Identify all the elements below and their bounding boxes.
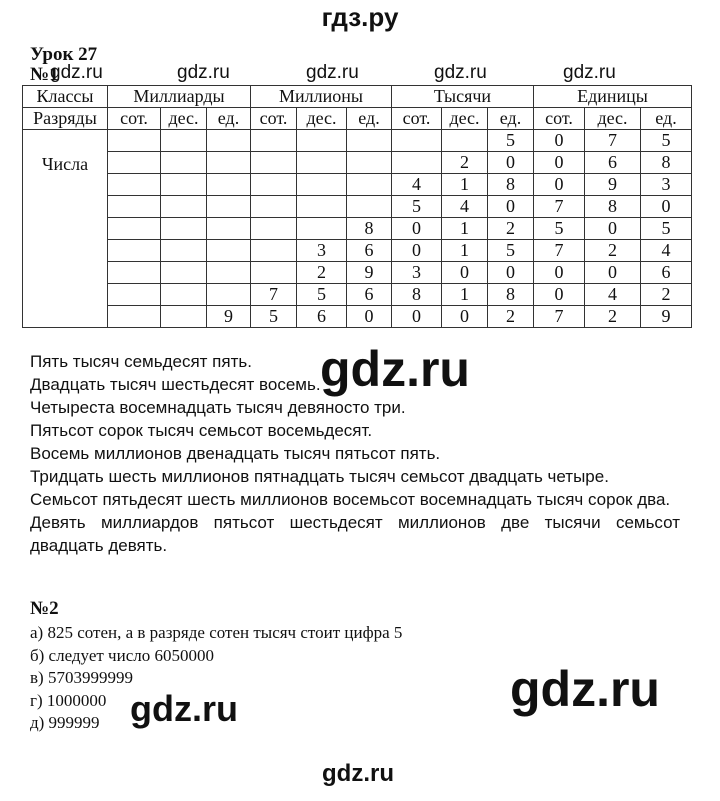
- digit-cell: [108, 174, 161, 196]
- rank-header: сот.: [534, 108, 585, 130]
- digit-cell: [207, 284, 251, 306]
- digit-cell: [207, 262, 251, 284]
- digit-cell: 0: [488, 152, 534, 174]
- digit-cell: 4: [585, 284, 641, 306]
- answer: г) 1000000: [30, 690, 107, 710]
- digit-cell: 7: [251, 284, 297, 306]
- digit-cell: 2: [585, 240, 641, 262]
- digit-cell: 2: [641, 284, 692, 306]
- digit-cell: 0: [585, 262, 641, 284]
- digit-cell: [442, 130, 488, 152]
- digit-cell: 5: [488, 240, 534, 262]
- digit-cell: [161, 196, 207, 218]
- line: Пять тысяч семьдесят пять.: [30, 352, 252, 371]
- digit-cell: 5: [641, 130, 692, 152]
- digit-cell: 5: [641, 218, 692, 240]
- answer: д) 999999: [30, 713, 100, 732]
- rank-header: дес.: [161, 108, 207, 130]
- watermark: gdz.ru: [563, 62, 616, 83]
- digit-cell: 6: [347, 284, 392, 306]
- digit-cell: [108, 284, 161, 306]
- digit-cell: [297, 218, 347, 240]
- watermark: gdz.ru: [434, 62, 487, 83]
- digit-cell: [392, 130, 442, 152]
- answer: а) 825 сотен, а в разряде сотен тысяч стоит цифра 5: [30, 623, 403, 642]
- digit-cell: 0: [442, 306, 488, 328]
- rank-header: ед.: [488, 108, 534, 130]
- line: Тридцать шесть миллионов пятнадцать тысяч семьсот двадцать четыре.: [30, 467, 609, 486]
- digit-cell: [347, 152, 392, 174]
- ranks-label: Разряды: [23, 108, 108, 130]
- digit-cell: 0: [534, 284, 585, 306]
- digit-cell: [108, 196, 161, 218]
- digit-cell: 8: [585, 196, 641, 218]
- digit-cell: [347, 196, 392, 218]
- digit-cell: [297, 152, 347, 174]
- digit-cell: [251, 196, 297, 218]
- table-row: [23, 284, 692, 306]
- rank-header: дес.: [442, 108, 488, 130]
- watermark: gdz.ru: [50, 62, 103, 83]
- digit-cell: [207, 218, 251, 240]
- digit-cell: [207, 196, 251, 218]
- digit-cell: [251, 174, 297, 196]
- watermark: gdz.ru: [510, 661, 660, 717]
- rank-header: дес.: [297, 108, 347, 130]
- watermark: gdz.ru: [322, 760, 394, 787]
- digit-cell: 4: [392, 174, 442, 196]
- digit-cell: 0: [534, 152, 585, 174]
- classes-label: Классы: [23, 86, 108, 108]
- digit-cell: 5: [488, 130, 534, 152]
- table-row: [23, 306, 692, 328]
- line: Семьсот пятьдесят шесть миллионов восемьсот восемнадцать тысяч сорок два.: [30, 490, 671, 509]
- digit-cell: [108, 306, 161, 328]
- digit-cell: [161, 284, 207, 306]
- line: Восемь миллионов двенадцать тысяч пятьсот пять.: [30, 444, 441, 463]
- table-row: [23, 174, 692, 196]
- digit-cell: 9: [641, 306, 692, 328]
- digit-cell: 7: [534, 240, 585, 262]
- digit-cell: 0: [442, 262, 488, 284]
- digit-cell: [297, 174, 347, 196]
- digit-cell: 6: [297, 306, 347, 328]
- digit-cell: [207, 174, 251, 196]
- digit-cell: [108, 218, 161, 240]
- digit-cell: 7: [534, 306, 585, 328]
- task-1-label: №1: [30, 64, 59, 85]
- digit-cell: 8: [347, 218, 392, 240]
- digit-cell: 0: [488, 262, 534, 284]
- table-row: [23, 130, 692, 152]
- digit-cell: 0: [534, 130, 585, 152]
- rank-header: ед.: [641, 108, 692, 130]
- digit-cell: 9: [347, 262, 392, 284]
- digit-cell: 0: [534, 174, 585, 196]
- digit-cell: [161, 262, 207, 284]
- digit-cell: 2: [488, 306, 534, 328]
- digit-cell: 8: [641, 152, 692, 174]
- digit-cell: [207, 130, 251, 152]
- digit-cell: [108, 262, 161, 284]
- digit-cell: [161, 306, 207, 328]
- digit-cell: [108, 130, 161, 152]
- lesson-title: Урок 27: [30, 44, 98, 65]
- digit-cell: 3: [392, 262, 442, 284]
- digit-cell: [207, 152, 251, 174]
- rank-header: сот.: [251, 108, 297, 130]
- digit-cell: 0: [641, 196, 692, 218]
- watermark: gdz.ru: [306, 62, 359, 83]
- digit-cell: [161, 152, 207, 174]
- watermark: gdz.ru: [320, 341, 470, 397]
- digit-cell: 2: [488, 218, 534, 240]
- place-value-table: [22, 85, 692, 328]
- digit-cell: 6: [347, 240, 392, 262]
- answer: б) следует число 6050000: [30, 645, 214, 665]
- line: Четыреста восемнадцать тысяч девяносто три.: [30, 398, 406, 417]
- table-row: [23, 196, 692, 218]
- digit-cell: [251, 152, 297, 174]
- class-header: Тысячи: [392, 86, 534, 108]
- table-row: [23, 218, 692, 240]
- digit-cell: 2: [297, 262, 347, 284]
- digit-cell: [108, 152, 161, 174]
- digit-cell: 8: [488, 284, 534, 306]
- digit-cell: 3: [297, 240, 347, 262]
- digit-cell: 9: [585, 174, 641, 196]
- rank-header: дес.: [585, 108, 641, 130]
- digit-cell: 0: [392, 240, 442, 262]
- digit-cell: [347, 174, 392, 196]
- digit-cell: [251, 240, 297, 262]
- digit-cell: [251, 130, 297, 152]
- rank-header: ед.: [347, 108, 392, 130]
- digit-cell: 0: [488, 196, 534, 218]
- digit-cell: 7: [585, 130, 641, 152]
- digit-cell: [392, 152, 442, 174]
- digit-cell: [297, 130, 347, 152]
- class-header: Миллионы: [251, 86, 392, 108]
- digit-cell: [207, 240, 251, 262]
- digit-cell: 0: [392, 306, 442, 328]
- digit-cell: 1: [442, 240, 488, 262]
- digit-cell: [297, 196, 347, 218]
- class-header: Миллиарды: [108, 86, 251, 108]
- digit-cell: 0: [534, 262, 585, 284]
- table-row: [23, 262, 692, 284]
- rank-header: ед.: [207, 108, 251, 130]
- digit-cell: 8: [392, 284, 442, 306]
- digit-cell: 1: [442, 284, 488, 306]
- task-2-label: №2: [30, 598, 59, 619]
- digit-cell: 5: [297, 284, 347, 306]
- site-title[interactable]: гдз.ру: [321, 2, 399, 32]
- digit-cell: 0: [347, 306, 392, 328]
- digit-cell: 1: [442, 218, 488, 240]
- digit-cell: [108, 240, 161, 262]
- numbers-label: Числа: [23, 130, 108, 328]
- digit-cell: 2: [442, 152, 488, 174]
- digit-cell: 0: [585, 218, 641, 240]
- digit-cell: [347, 130, 392, 152]
- digit-cell: [251, 262, 297, 284]
- digit-cell: 4: [641, 240, 692, 262]
- digit-cell: 3: [641, 174, 692, 196]
- table-row: [23, 152, 692, 174]
- digit-cell: [161, 174, 207, 196]
- digit-cell: 5: [392, 196, 442, 218]
- digit-cell: [251, 218, 297, 240]
- digit-cell: 9: [207, 306, 251, 328]
- digit-cell: 5: [251, 306, 297, 328]
- rank-header: сот.: [392, 108, 442, 130]
- digit-cell: 6: [641, 262, 692, 284]
- digit-cell: 0: [392, 218, 442, 240]
- line: Девять миллиардов пятьсот шестьдесят миллионов две тысячи семьсот двадцать девять.: [30, 513, 680, 555]
- digit-cell: 2: [585, 306, 641, 328]
- digit-cell: 7: [534, 196, 585, 218]
- digit-cell: 6: [585, 152, 641, 174]
- digit-cell: [161, 240, 207, 262]
- digit-cell: 8: [488, 174, 534, 196]
- digit-cell: [161, 218, 207, 240]
- digit-cell: 1: [442, 174, 488, 196]
- line: Двадцать тысяч шестьдесят восемь.: [30, 375, 321, 394]
- class-header: Единицы: [534, 86, 692, 108]
- watermark: gdz.ru: [177, 62, 230, 83]
- classes-row: [23, 86, 692, 108]
- ranks-row: [23, 108, 692, 130]
- watermark: gdz.ru: [130, 688, 238, 729]
- digit-cell: [161, 130, 207, 152]
- table-row: [23, 240, 692, 262]
- digit-cell: 5: [534, 218, 585, 240]
- answer: в) 5703999999: [30, 668, 133, 687]
- digit-cell: 4: [442, 196, 488, 218]
- line: Пятьсот сорок тысяч семьсот восемьдесят.: [30, 421, 373, 440]
- rank-header: сот.: [108, 108, 161, 130]
